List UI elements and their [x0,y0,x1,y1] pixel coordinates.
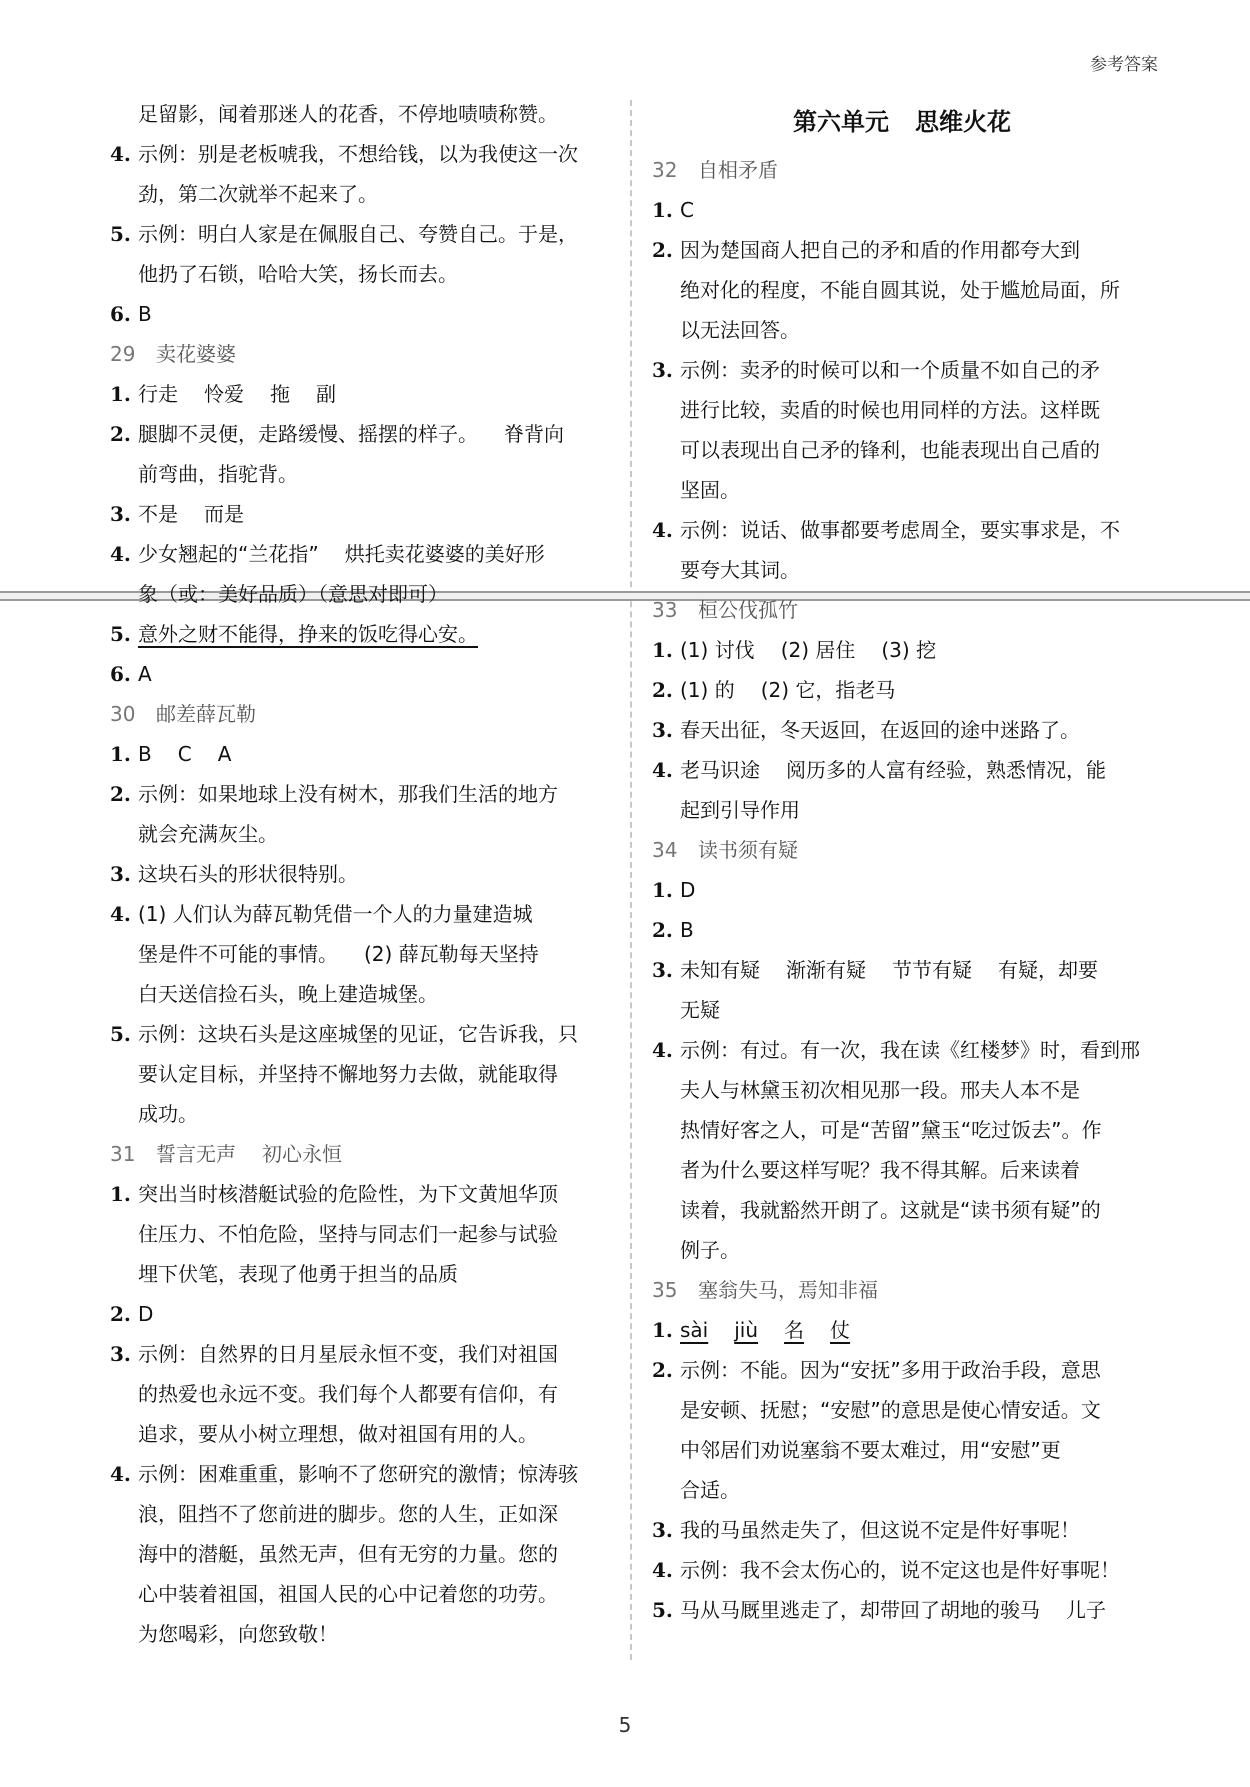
item-number: 2. [652,918,673,942]
item-number: 5. [110,622,131,646]
answer-text: 示例：有过。有一次，我在读《红楼梦》时，看到邢 [680,1038,1140,1062]
answer-item [652,1350,1152,1390]
right-column [652,94,1152,1630]
answer-line: 堡是件不可能的事情。 (2) 薛瓦勒每天坚持 [138,942,539,966]
answer-line: 夫人与林黛玉初次相见那一段。邢夫人本不是 [680,1078,1080,1102]
answer-line: 白天送信捡石头，晚上建造城堡。 [138,982,438,1006]
item-number: 5. [110,222,131,246]
item-number: 2. [652,678,673,702]
answer-item [652,1510,1152,1550]
answer-text: 春天出征，冬天返回，在返回的途中迷路了。 [680,718,1080,742]
answer-line: 要夸大其词。 [680,558,800,582]
answer-text: 节节有疑 [892,958,972,982]
item-number: 4. [110,542,131,566]
answer-text: A [138,662,152,686]
answer-line: 成功。 [138,1102,198,1126]
answer-text: 示例：说话、做事都要考虑周全，要实事求是，不 [680,518,1120,542]
answer-text: jiù [734,1318,759,1342]
answer-line: 他扔了石锁，哈哈大笑，扬长而去。 [138,262,458,286]
answer-text: 脊背向 [504,422,564,446]
item-number: 3. [110,862,131,886]
item-number: 2. [652,1358,673,1382]
answer-line: 起到引导作用 [680,798,800,822]
answer-item [110,534,610,574]
item-number: 1. [110,742,131,766]
answer-text: 示例：如果地球上没有树木，那我们生活的地方 [138,782,558,806]
answer-line: 足留影，闻着那迷人的花香，不停地啧啧称赞。 [138,102,558,126]
answer-item [652,750,1152,790]
answer-line: 象（或：美好品质）（意思对即可） [138,582,448,606]
answer-item [110,1174,610,1214]
answer-text: 塞翁失马，焉知非福 [698,1278,878,1302]
answer-item [110,614,610,654]
answer-text: B [138,742,152,766]
answer-text: 桓公伐孤竹 [698,598,798,622]
answer-line: 浪，阻挡不了您前进的脚步。您的人生，正如深 [138,1502,558,1526]
answer-text: B [138,302,152,326]
answer-text: 突出当时核潜艇试验的危险性，为下文黄旭华顶 [138,1182,558,1206]
answer-text: 名 [784,1318,805,1342]
item-number: 5. [652,1598,673,1622]
answer-item [110,774,610,814]
answer-line: 读着，我就豁然开朗了。这就是“读书须有疑”的 [680,1198,1101,1222]
answer-line: 劲，第二次就举不起来了。 [138,182,378,206]
answer-text: 因为楚国商人把自己的矛和盾的作用都夸大到 [680,238,1080,262]
answer-item [652,910,1152,950]
answer-item [652,230,1152,270]
answer-text: 读书须有疑 [698,838,798,862]
answer-text: 意外之财不能得，挣来的饭吃得心安。 [138,622,478,646]
answer-item [652,870,1152,910]
item-number: 4. [110,1462,131,1486]
section-heading-32 [652,150,1152,190]
answer-text: 29 [110,342,136,366]
item-number: 4. [652,1558,673,1582]
answer-text: 副 [316,382,336,406]
answer-text: 第六单元 [793,108,889,136]
answer-item [110,214,610,254]
unit-title [652,94,1152,150]
answer-text: 30 [110,702,136,726]
section-heading-31 [110,1134,610,1174]
answer-text: 这块石头的形状很特别。 [138,862,358,886]
answer-text: 怜爱 [204,382,244,406]
answer-line: 热情好客之人，可是“苦留”黛玉“吃过饭去”。作 [680,1118,1102,1142]
answer-text: 有疑，却要 [998,958,1098,982]
item-number: 3. [652,718,673,742]
item-number: 3. [652,958,673,982]
item-number: 1. [110,382,131,406]
answer-text: 烘托卖花婆婆的美好形 [344,542,545,566]
left-column [110,94,610,1654]
item-number: 2. [110,782,131,806]
section-heading-30 [110,694,610,734]
answer-text: 阅历多的人富有经验，熟悉情况，能 [786,758,1106,782]
answer-line: 住压力、不怕危险，坚持与同志们一起参与试验 [138,1222,558,1246]
answer-item [652,710,1152,750]
answer-text: C [177,742,192,766]
item-number: 4. [652,1038,673,1062]
answer-text: 初心永恒 [262,1142,342,1166]
answer-text: 仗 [830,1318,851,1342]
answer-text: 行走 [138,382,178,406]
answer-item [110,1334,610,1374]
answer-line: 前弯曲，指驼背。 [138,462,298,486]
item-number: 1. [652,878,673,902]
item-number: 4. [110,902,131,926]
answer-text: 儿子 [1066,1598,1106,1622]
answer-text: 马从马厩里逃走了，却带回了胡地的骏马 [680,1598,1040,1622]
answer-item [110,494,610,534]
item-number: 6. [110,662,131,686]
item-number: 1. [652,1318,673,1342]
answer-line: 要认定目标，并坚持不懈地努力去做，就能取得 [138,1062,558,1086]
item-number: 1. [110,1182,131,1206]
item-number: 3. [110,1342,131,1366]
answer-line: 的热爱也永远不变。我们每个人都要有信仰，有 [138,1382,558,1406]
item-number: 1. [652,198,673,222]
answer-text: (2) 它，指老马 [760,678,896,702]
answer-text: 示例：不能。因为“安抚”多用于政治手段，意思 [680,1358,1101,1382]
answer-text: 邮差薛瓦勒 [156,702,256,726]
item-number: 2. [110,422,131,446]
item-number: 3. [652,358,673,382]
answer-text: (3) 挖 [881,638,937,662]
answer-line: 心中装着祖国，祖国人民的心中记着您的功劳。 [138,1582,558,1606]
item-number: 3. [110,502,131,526]
answer-item [652,670,1152,710]
answer-text: 腿脚不灵便，走路缓慢、摇摆的样子。 [138,422,478,446]
answer-text: 34 [652,838,678,862]
answer-text: 拖 [270,382,290,406]
answer-line: 追求，要从小树立理想，做对祖国有用的人。 [138,1422,538,1446]
answer-line: 以无法回答。 [680,318,800,342]
answer-item [110,414,610,454]
answer-text: D [138,1302,154,1326]
answer-text: 思维火花 [915,108,1011,136]
answer-text: 示例：自然界的日月星辰永恒不变，我们对祖国 [138,1342,558,1366]
answer-text: 卖花婆婆 [156,342,236,366]
answer-text: 我的马虽然走失了，但这说不定是件好事呢！ [680,1518,1080,1542]
answer-text: 示例：我不会太伤心的，说不定这也是件好事呢！ [680,1558,1120,1582]
item-number: 4. [110,142,131,166]
answer-line: 进行比较，卖盾的时候也用同样的方法。这样既 [680,398,1100,422]
answer-text: 而是 [204,502,244,526]
answer-item [110,854,610,894]
answer-text: sài [680,1318,709,1342]
section-heading-35 [652,1270,1152,1310]
item-number: 4. [652,518,673,542]
answer-item [110,1014,610,1054]
answer-text: (1) 的 [680,678,735,702]
answer-line: 海中的潜艇，虽然无声，但有无穷的力量。您的 [138,1542,558,1566]
answer-item [110,654,610,694]
item-number: 2. [652,238,673,262]
answer-item [652,1590,1152,1630]
column-divider [630,100,632,1660]
answer-item [652,190,1152,230]
item-number: 6. [110,302,131,326]
answer-line: 可以表现出自己矛的锋利，也能表现出自己盾的 [680,438,1100,462]
answer-text: 示例：别是老板唬我，不想给钱，以为我使这一次 [138,142,578,166]
answer-line: 埋下伏笔，表现了他勇于担当的品质 [138,1262,458,1286]
answer-text: A [217,742,232,766]
answer-text: 示例：困难重重，影响不了您研究的激情；惊涛骇 [138,1462,578,1486]
answer-text: 35 [652,1278,678,1302]
answer-line: 坚固。 [680,478,740,502]
answer-line: 绝对化的程度，不能自圆其说，处于尴尬局面，所 [680,278,1120,302]
answer-line: 例子。 [680,1238,740,1262]
answer-item [110,1454,610,1494]
answer-line: 无疑 [680,998,720,1022]
answer-item [110,1294,610,1334]
answer-item [652,1310,1152,1350]
section-heading-33 [652,590,1152,630]
answer-item [652,510,1152,550]
answer-text: 少女翘起的“兰花指” [138,542,319,566]
answer-item [652,630,1152,670]
answer-text: 未知有疑 [680,958,760,982]
answer-text: (1) 讨伐 [680,638,755,662]
answer-text: 31 [110,1142,136,1166]
answer-item [110,134,610,174]
answer-line: 是安顿、抚慰；“安慰”的意思是使心情安适。文 [680,1398,1101,1422]
page-number: 5 [618,1713,632,1737]
answer-text: 自相矛盾 [698,158,778,182]
answer-item [110,894,610,934]
answer-line: 者为什么要这样写呢？我不得其解。后来读着 [680,1158,1080,1182]
answer-line: 中邻居们劝说塞翁不要太难过，用“安慰”更 [680,1438,1061,1462]
item-number: 1. [652,638,673,662]
answer-text: B [680,918,694,942]
answer-text: D [680,878,696,902]
answer-text: 32 [652,158,678,182]
answer-text: 誓言无声 [156,1142,236,1166]
section-heading-29 [110,334,610,374]
answer-item [652,350,1152,390]
answer-item [110,734,610,774]
answer-text: 示例：卖矛的时候可以和一个质量不如自己的矛 [680,358,1100,382]
answer-text: C [680,198,694,222]
answer-text: 示例：明白人家是在佩服自己、夸赞自己。于是， [138,222,578,246]
answer-item [110,294,610,334]
item-number: 3. [652,1518,673,1542]
answer-text: 渐渐有疑 [786,958,866,982]
answer-item [652,1550,1152,1590]
item-number: 4. [652,758,673,782]
answer-text: 示例：这块石头是这座城堡的见证，它告诉我，只 [138,1022,578,1046]
answer-text: 不是 [138,502,178,526]
answer-text: (2) 居住 [780,638,856,662]
answer-text: 老马识途 [680,758,760,782]
answer-line: 为您喝彩，向您致敬！ [138,1622,338,1646]
answer-text: 33 [652,598,678,622]
answer-item [110,374,610,414]
section-heading-34 [652,830,1152,870]
answer-item [652,1030,1152,1070]
answer-item [652,950,1152,990]
item-number: 2. [110,1302,131,1326]
answer-line: 合适。 [680,1478,740,1502]
page-header: 参考答案 [1090,55,1158,75]
item-number: 5. [110,1022,131,1046]
answer-text: (1) 人们认为薛瓦勒凭借一个人的力量建造城 [138,902,533,926]
answer-line: 就会充满灰尘。 [138,822,278,846]
